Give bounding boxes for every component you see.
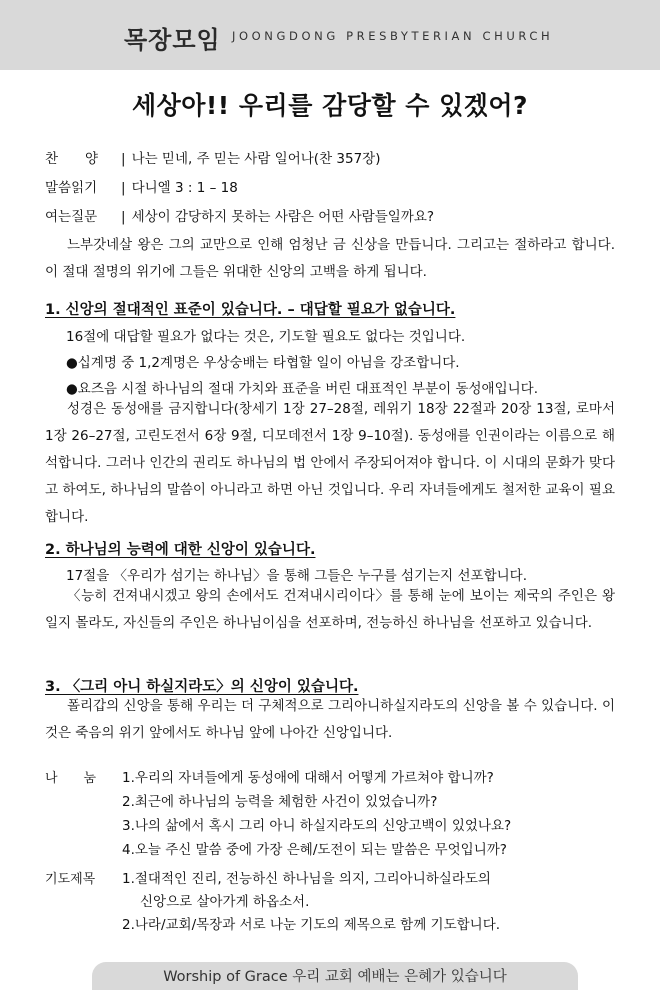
sharing-item: 2.최근에 하나님의 능력을 체험한 사건이 있었습니까?: [122, 794, 438, 810]
opening-question-row: [45, 205, 434, 225]
prayer-item: 2.나라/교회/목장과 서로 나눈 기도의 제목으로 함께 기도합니다.: [122, 917, 501, 933]
opening-label: 여는질문: [45, 209, 98, 225]
separator: |: [121, 151, 126, 167]
section-1-paragraph: 성경은 동성애를 금지합니다(창세기 1장 27–28절, 레위기 18장 22절과 20장 13절, 로마서 1장 26–27절, 고린도전서 6장 9절, 디모데전서 1장 9–10절). 동성애를 인권이라는 이름으로 해석합니다. 그러나 인간의 권리도 하나님의 법 안에서 주장되어져야 합니다. 이 시대의 문화가 맞다고 하여도, 하나님의 말씀이 아니라고 하면 아닌 것입니다. 우리 자녀들에게도 철저한 교육이 필요합니다.: [45, 401, 615, 525]
sharing-label: 나 눔: [45, 771, 97, 786]
sharing-item: 4.오늘 주신 말씀 중에 가장 은혜/도전이 되는 말씀은 무엇입니까?: [122, 842, 507, 858]
section-1-bullet-2: ●요즈음 시절 하나님의 절대 가치와 표준을 버린 대표적인 부분이 동성애입니다.: [66, 381, 539, 397]
hymn-value: 나는 믿네, 주 믿는 사람 일어나(찬 357장): [131, 151, 381, 167]
separator: |: [121, 209, 126, 225]
section-3-paragraph: 폴리갑의 신앙을 통해 우리는 더 구체적으로 그리아니하실지라도의 신앙을 볼 수 있습니다. 이것은 죽음의 위기 앞에서도 하나님 앞에 나아간 신앙입니다.: [45, 698, 615, 741]
hymn-row: [45, 147, 380, 167]
reading-value: 다니엘 3 : 1 – 18: [131, 180, 238, 196]
page-title: 세상아!! 우리를 감당할 수 있겠어?: [131, 91, 529, 120]
sharing-item: 3.나의 삶에서 혹시 그리 아니 하실지라도의 신앙고백이 있었나요?: [122, 818, 512, 834]
church-name: JOONGDONG PRESBYTERIAN CHURCH: [232, 29, 554, 43]
separator: |: [121, 180, 126, 196]
hymn-label: 찬 양: [45, 151, 99, 167]
section-1-bullet-1: ●십계명 중 1,2계명은 우상숭배는 타협할 일이 아님을 강조합니다.: [66, 355, 460, 371]
sharing-item: 1.우리의 자녀들에게 동성애에 대해서 어떻게 가르쳐야 합니까?: [122, 770, 494, 786]
section-3-heading: 3. 〈그리 아니 하실지라도〉의 신앙이 있습니다.: [45, 679, 359, 695]
section-1-line: 16절에 대답할 필요가 없다는 것은, 기도할 필요도 없다는 것입니다.: [66, 329, 466, 345]
prayer-label: 기도제목: [45, 872, 96, 887]
prayer-item-continued: 신앙으로 살아가게 하옵소서.: [140, 894, 310, 910]
reading-row: [45, 176, 238, 196]
section-2-heading: 2. 하나님의 능력에 대한 신앙이 있습니다.: [45, 542, 316, 558]
header-bar: [0, 0, 660, 70]
intro-paragraph: 느부갓네살 왕은 그의 교만으로 인해 엄청난 금 신상을 만듭니다. 그리고는 절하라고 합니다. 이 절대 절명의 위기에 그들은 위대한 신앙의 고백을 하게 됩니다.: [45, 237, 615, 280]
prayer-item: 1.절대적인 진리, 전능하신 하나님을 의지, 그리아니하실라도의: [122, 871, 491, 887]
opening-value: 세상이 감당하지 못하는 사람은 어떤 사람들일까요?: [131, 209, 435, 225]
header-title: 목장모임: [124, 26, 221, 54]
section-2-line: 17절을 〈우리가 섬기는 하나님〉을 통해 그들은 누구를 섬기는지 선포합니다.: [66, 568, 527, 584]
footer-banner: Worship of Grace 우리 교회 예배는 은혜가 있습니다: [92, 962, 578, 990]
section-2-paragraph: 〈능히 건져내시겠고 왕의 손에서도 건져내시리이다〉를 통해 눈에 보이는 제국의 주인은 왕일지 몰라도, 자신들의 주인은 하나님이심을 선포하며, 전능하신 하나님을 선포하고 있습니다.: [45, 588, 615, 631]
reading-label: 말씀읽기: [45, 180, 98, 196]
section-1-heading: 1. 신앙의 절대적인 표준이 있습니다. – 대답할 필요가 없습니다.: [45, 302, 456, 318]
